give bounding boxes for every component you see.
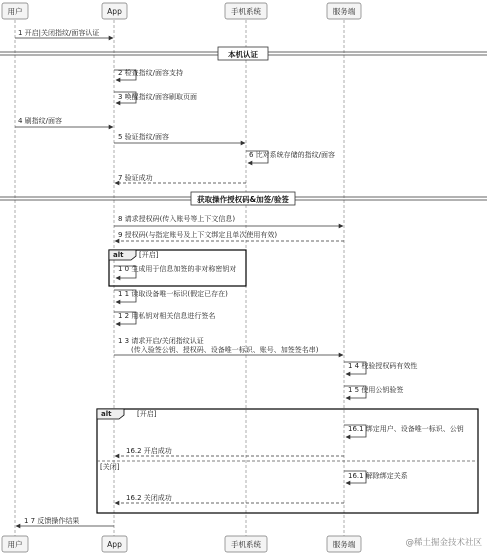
alt2-guard-close: [关闭] [100, 463, 120, 471]
participants-top [2, 3, 361, 19]
participant-server-bottom: 服务端 [332, 540, 356, 549]
participant-server: 服务端 [332, 7, 356, 16]
msg-16-1-unbind-label: 16.1 解除绑定关系 [348, 472, 408, 480]
msg-2-label: 2 检查指纹/面容支持 [118, 69, 184, 77]
msg-3-label: 3 唤醒指纹/面容刷取页面 [118, 93, 198, 101]
section-divider-auth-code [0, 192, 487, 205]
participant-user-bottom: 用户 [7, 540, 23, 549]
msg-7-label: 7 验证成功 [118, 174, 153, 182]
participant-user: 用户 [7, 7, 23, 16]
msg-1-label: 1 开启|关闭指纹/面容认证 [18, 29, 100, 37]
participant-app-bottom: App [107, 540, 122, 549]
msg-6-label: 6 比对系统存储的指纹/面容 [249, 151, 336, 159]
msg-11-label: 1 1 读取设备唯一标识(假定已存在) [118, 290, 228, 298]
msg-14-label: 1 4 校验授权码有效性 [348, 362, 418, 370]
msg-16-2-open-label: 16.2 开启成功 [126, 447, 172, 455]
msg-17-label: 1 7 反馈操作结果 [24, 517, 80, 525]
participants-bottom [2, 536, 361, 552]
msg-15-label: 1 5 使用公钥验签 [348, 386, 404, 394]
section-divider-local-auth [0, 47, 487, 60]
msg-13-label: 1 3 请求开启/关闭指纹认证 [118, 337, 204, 345]
alt1-guard: [开启] [139, 251, 159, 259]
participant-app: App [107, 7, 122, 16]
msg-9-label: 9 授权码(与指定账号及上下文绑定且单次使用有效) [118, 231, 278, 239]
msg-16-2-close-label: 16.2 关闭成功 [126, 494, 172, 502]
watermark: @稀土掘金技术社区 [405, 538, 482, 548]
alt2-guard-open: [开启] [137, 410, 157, 418]
msg-5-label: 5 验证指纹/面容 [118, 133, 170, 141]
msg-8-label: 8 请求授权码(传入账号等上下文信息) [118, 215, 236, 223]
participant-phone-bottom: 手机系统 [231, 540, 261, 549]
msg-12-label: 1 2 用私钥对相关信息进行签名 [118, 312, 216, 320]
msg-4-label: 4 刷指纹/面容 [18, 117, 63, 125]
msg-13-label-line2: (传入验签公钥、授权码、设备唯一标识、账号、加签签名串) [131, 346, 319, 354]
participant-phone: 手机系统 [231, 7, 261, 16]
section-title-auth-code: 获取操作授权码&加签/验签 [197, 195, 289, 204]
alt1-keyword: alt [113, 251, 124, 259]
alt2-keyword: alt [101, 410, 112, 418]
section-title-local-auth: 本机认证 [228, 50, 258, 59]
msg-16-1-bind-label: 16.1 绑定用户、设备唯一标识、公钥 [348, 425, 464, 433]
msg-10-label: 1 0 生成用于信息加签的非对称密钥对 [118, 265, 237, 273]
